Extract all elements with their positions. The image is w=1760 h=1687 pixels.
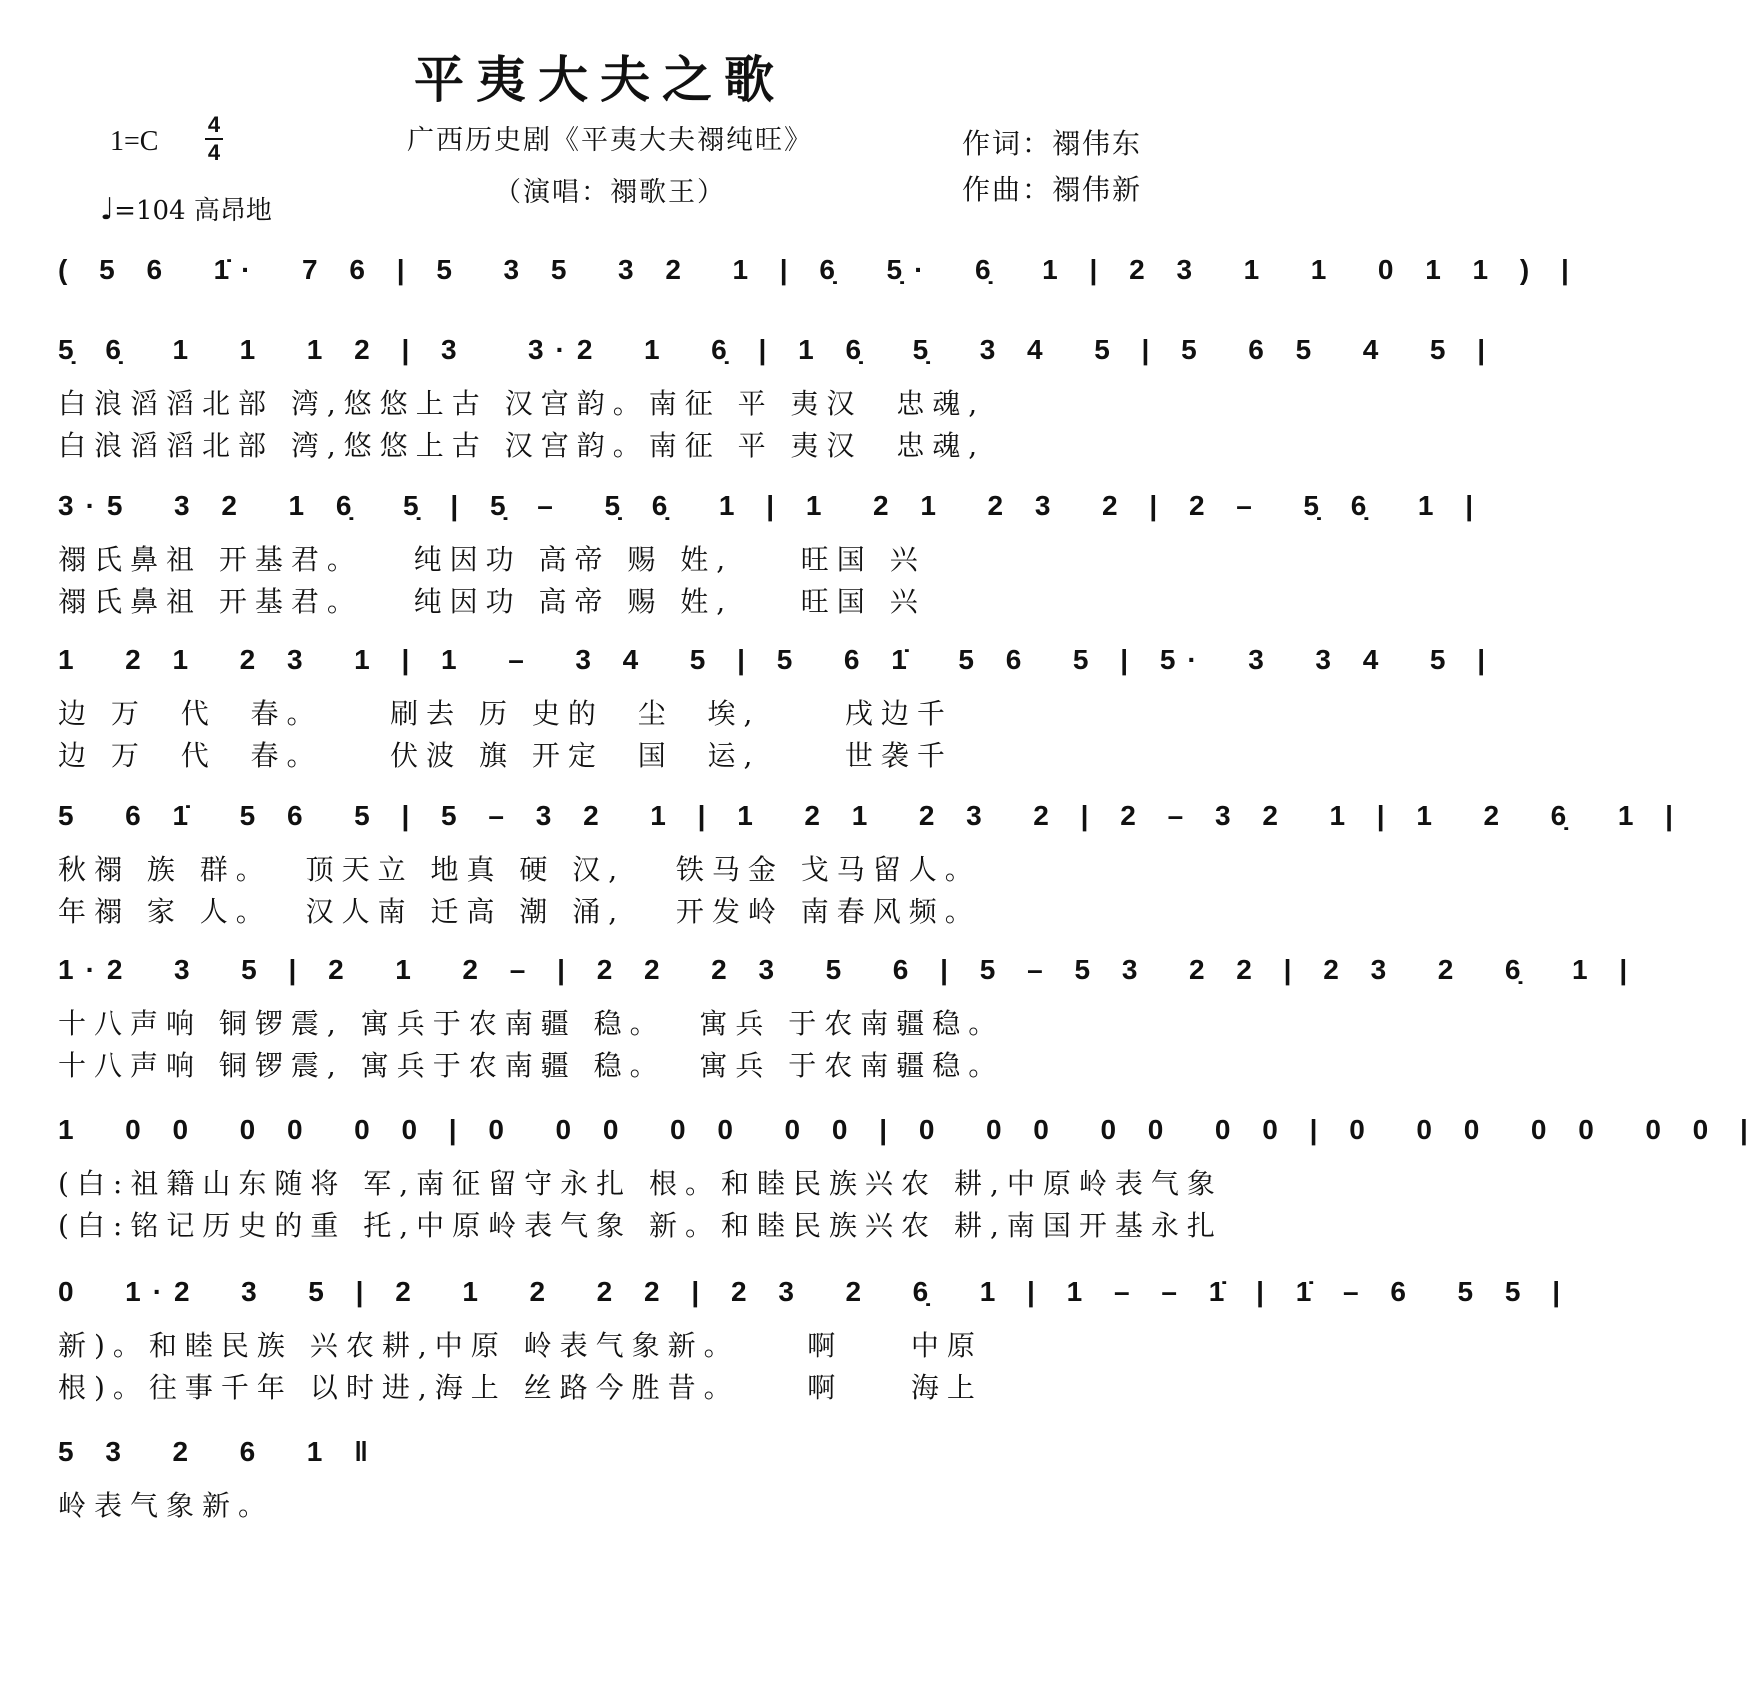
lyricist-credit: 作词：禤伟东 <box>962 127 1143 160</box>
notation-row <box>58 330 1498 370</box>
lyric-line: 白浪滔滔北部 湾,悠悠上古 汉宫韵。南征 平 夷汉 忠魂, <box>58 387 986 420</box>
notation-text: 5 6 1̇ 5 6 5 | 5 – 3 2 1 | 1 2 1 2 3 2 | 2 – 3 2 1 | 1 2 6̣ 1 | <box>58 800 1685 831</box>
time-signature <box>205 112 223 166</box>
lyric-line: (白:铭记历史的重 托,中原岭表气象 新。和睦民族兴农 耕,南国开基永扎 <box>58 1209 1223 1242</box>
subtitle: 广西历史剧《平夷大夫禤纯旺》 <box>407 125 813 156</box>
meter-bottom: 4 <box>207 140 221 165</box>
composer-credit: 作曲：禤伟新 <box>962 173 1143 206</box>
notation-row <box>58 250 1581 290</box>
quarter-note-icon: ♩ <box>100 192 115 227</box>
meter-top: 4 <box>207 112 221 137</box>
notation-row <box>58 796 1685 836</box>
notation-text: 0 1·2 3 5 | 2 1 2 2 2 | 2 3 2 6̣ 1 | 1 – – 1̇ | 1̇ – 6 5 5 | <box>58 1276 1573 1307</box>
notation-row <box>58 950 1640 990</box>
notation-row <box>58 1272 1573 1312</box>
lyric-line: 秋禤 族 群。 顶天立 地真 硬 汉, 铁马金 戈马留人。 <box>58 853 981 886</box>
lyric-line: 年禤 家 人。 汉人南 迁高 潮 涌, 开发岭 南春风频。 <box>58 895 981 928</box>
notation-text: 1 2 1 2 3 1 | 1 – 3 4 5 | 5 6 1̇ 5 6 5 | 5· 3 3 4 5 | <box>58 644 1498 675</box>
notation-text: ( 5 6 1̇· 7 6 | 5 3 5 3 2 1 | 6̣ 5̣· 6̣ 1 | 2 3 1 1 0 1 1 ) | <box>58 254 1581 285</box>
lyric-line: 边 万 代 春。 刷去 历 史的 尘 埃, 戌边千 <box>58 697 953 730</box>
lyric-line: 禤氏鼻祖 开基君。 纯因功 高帝 赐 姓, 旺国 兴 <box>58 585 926 618</box>
lyric-line: 十八声响 铜锣震, 寓兵于农南疆 稳。 寓兵 于农南疆稳。 <box>58 1049 1005 1082</box>
notation-text: 3·5 3 2 1 6̣ 5̣ | 5̣ – 5̣ 6̣ 1 | 1 2 1 2 3 2 | 2 – 5̣ 6̣ 1 | <box>58 490 1486 521</box>
song-title: 平夷大夫之歌 <box>414 50 786 109</box>
notation-text: 1·2 3 5 | 2 1 2 – | 2 2 2 3 5 6 | 5 – 5 3 2 2 | 2 3 2 6̣ 1 | <box>58 954 1640 985</box>
lyric-line: 新)。和睦民族 兴农耕,中原 岭表气象新。 啊 中原 <box>58 1329 983 1362</box>
lyric-line: 白浪滔滔北部 湾,悠悠上古 汉宫韵。南征 平 夷汉 忠魂, <box>58 429 986 462</box>
notation-text: 5̣ 6̣ 1 1 1 2 | 3 3·2 1 6̣ | 1 6̣ 5̣ 3 4 5 | 5 6 5 4 5 | <box>58 334 1498 365</box>
lyric-line: 十八声响 铜锣震, 寓兵于农南疆 稳。 寓兵 于农南疆稳。 <box>58 1007 1005 1040</box>
notation-text: 5 3 2 6 1 ‖ <box>58 1436 381 1467</box>
notation-text: 1 0 0 0 0 0 0 | 0 0 0 0 0 0 0 | 0 0 0 0 0 0 0 | 0 0 0 0 0 0 0 | <box>58 1114 1760 1145</box>
lyric-line: 禤氏鼻祖 开基君。 纯因功 高帝 赐 姓, 旺国 兴 <box>58 543 926 576</box>
tempo-text: =104 高昂地 <box>114 196 272 226</box>
notation-row <box>58 1110 1760 1150</box>
notation-row <box>58 1432 1148 1472</box>
notation-row <box>58 640 1498 680</box>
tempo-marking <box>100 190 272 227</box>
singer-credit: （演唱：禤歌王） <box>494 177 726 208</box>
notation-row <box>58 486 1486 526</box>
lyric-line: 边 万 代 春。 伏波 旗 开定 国 运, 世袭千 <box>58 739 953 772</box>
lyric-line: (白:祖籍山东随将 军,南征留守永扎 根。和睦民族兴农 耕,中原岭表气象 <box>58 1167 1223 1200</box>
lyric-line: 根)。往事千年 以时进,海上 丝路今胜昔。 啊 海上 <box>58 1371 983 1404</box>
lyric-line: 岭表气象新。 <box>58 1489 275 1522</box>
key-signature: 1=C <box>110 126 159 157</box>
